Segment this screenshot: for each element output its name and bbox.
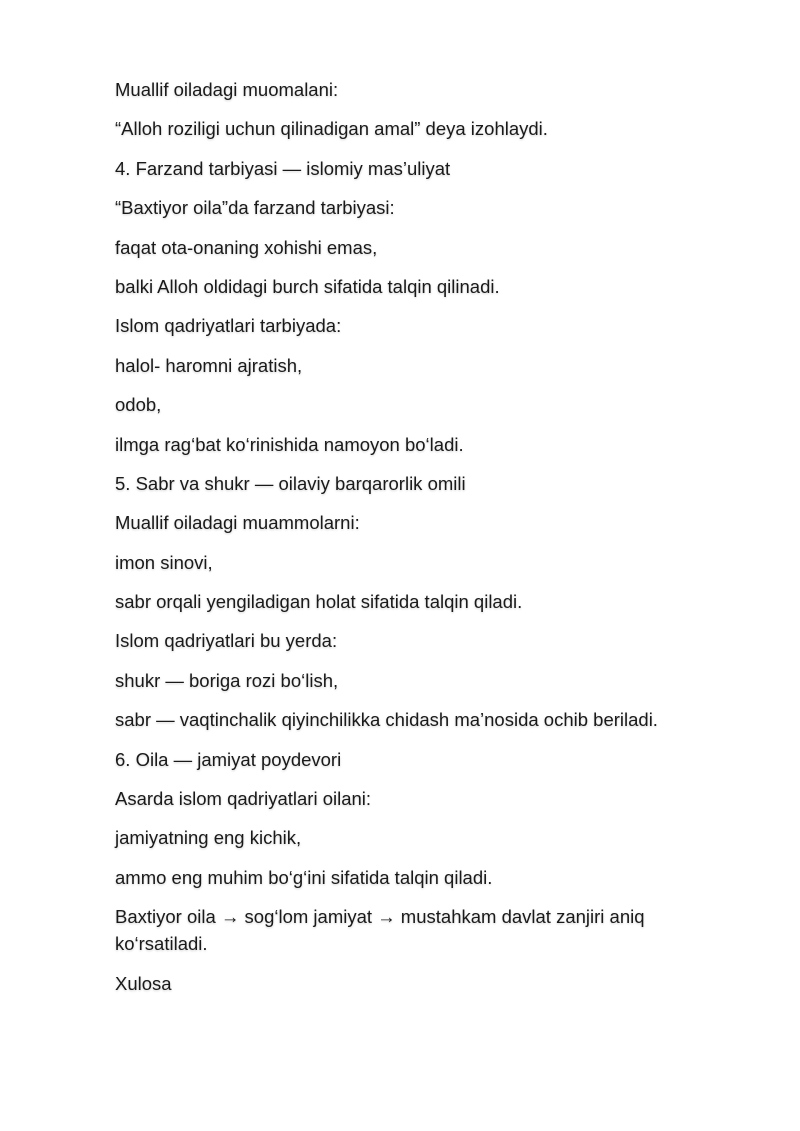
paragraph: faqat ota-onaning xohishi emas, [115,236,378,258]
list-item: jamiyatning eng kichik, [115,827,302,849]
paragraph-intro: Muallif oiladagi muomalani: [115,79,339,100]
list-item: odob, [115,394,162,416]
list-item: halol- haromni ajratish, [115,354,303,376]
paragraph-quote: “Alloh roziligi uchun qilinadigan amal” deya izohlaydi. [115,118,548,140]
paragraph-chain: Baxtiyor oila → sog‘lom jamiyat → mustahkam davlat zanjiri aniq ko‘rsatiladi. [115,906,645,955]
section-heading-4: 4. Farzand tarbiyasi — islomiy mas’uliyat [115,157,451,179]
list-item: shukr — boriga rozi bo‘lish, [115,669,339,691]
list-item: imon sinovi, [115,551,213,573]
section-heading-6: 6. Oila — jamiyat poydevori [115,748,342,770]
paragraph: Muallif oiladagi muammolarni: [115,512,360,534]
list-item: ammo eng muhim bo‘g‘ini sifatida talqin qiladi. [115,866,493,888]
paragraph: Asarda islom qadriyatlari oilani: [115,788,372,810]
list-item: sabr orqali yengiladigan holat sifatida talqin qiladi. [115,591,523,613]
list-item: sabr — vaqtinchalik qiyinchilikka chidash ma’nosida ochib beriladi. [115,709,658,731]
list-item: ilmga rag‘bat ko‘rinishida namoyon bo‘ladi. [115,433,464,455]
section-heading-5: 5. Sabr va shukr — oilaviy barqarorlik omili [115,472,466,494]
document-body [115,76,715,1009]
paragraph: Islom qadriyatlari tarbiyada: [115,315,342,337]
conclusion-heading: Xulosa [115,972,172,994]
paragraph: balki Alloh oldidagi burch sifatida talqin qilinadi. [115,275,500,297]
paragraph: Islom qadriyatlari bu yerda: [115,630,338,652]
paragraph: “Baxtiyor oila”da farzand tarbiyasi: [115,197,395,219]
